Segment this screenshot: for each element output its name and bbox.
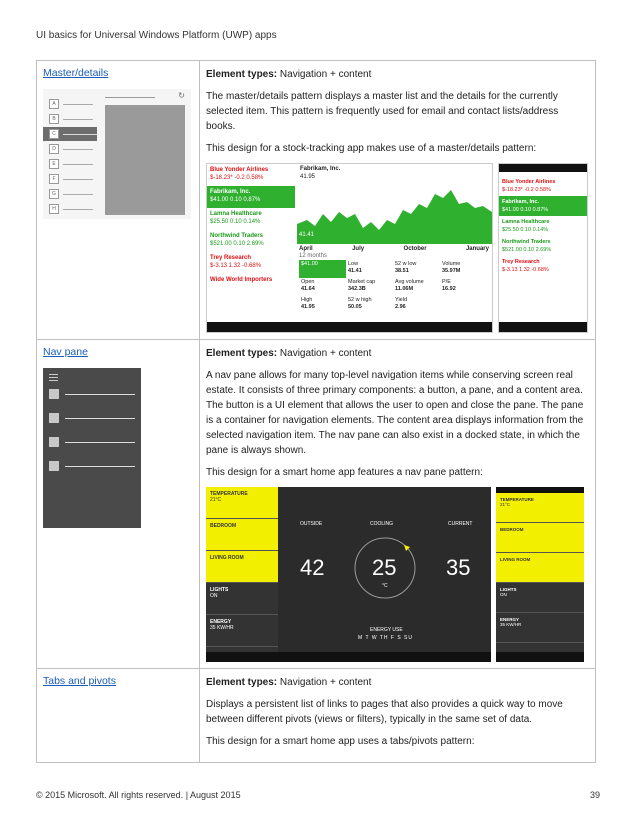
stock-list-item[interactable] bbox=[207, 186, 295, 208]
taskbar bbox=[206, 652, 491, 662]
home-nav-value: 35 KW/HR bbox=[210, 625, 234, 631]
home-nav-label: BEDROOM bbox=[210, 523, 237, 529]
home-nav-value: ON bbox=[500, 592, 507, 597]
month-label: October bbox=[403, 246, 427, 252]
temp-unit: °C bbox=[382, 583, 388, 589]
sketch-letter: H bbox=[49, 204, 59, 214]
month-label: April bbox=[299, 246, 313, 252]
description-example: This design for a smart home app uses a tabs/pivots pattern: bbox=[206, 736, 475, 747]
sketch-letter: A bbox=[49, 99, 59, 109]
stock-name: Fabrikam, Inc. bbox=[502, 199, 539, 205]
stock-name: Trey Research bbox=[502, 259, 540, 265]
nav-pane-link[interactable]: Nav pane bbox=[43, 346, 88, 358]
home-nav-value: 21°C bbox=[210, 497, 222, 503]
type-value: Navigation + content bbox=[279, 348, 372, 359]
stock-quote: $-18.23* -0.2 0.58% bbox=[502, 187, 551, 193]
stock-desktop-view bbox=[206, 163, 493, 333]
nav-pane-sketch bbox=[43, 368, 141, 528]
sketch-list-item bbox=[43, 127, 97, 141]
stock-name: Lamna Healthcare bbox=[502, 219, 550, 225]
master-details-link[interactable]: Master/details bbox=[43, 67, 109, 79]
sketch-list-item bbox=[49, 172, 93, 186]
stat-cell: Yield 2.96 bbox=[395, 297, 408, 310]
stat-cell bbox=[440, 296, 487, 314]
hamburger-icon bbox=[49, 374, 58, 383]
sketch-list-item bbox=[49, 187, 93, 201]
sketch-list-item bbox=[49, 142, 93, 156]
outside-label: OUTSIDE bbox=[300, 521, 323, 527]
description-example: This design for a stock-tracking app makes use of a master/details pattern: bbox=[206, 143, 537, 154]
table-row bbox=[37, 340, 596, 669]
phone-nav-bar bbox=[496, 652, 584, 662]
stock-quote: $25.50 0.10 0.14% bbox=[502, 227, 549, 233]
page-footer: © 2015 Microsoft. All rights reserved. | August 2015 bbox=[36, 790, 241, 800]
current-label: CURRENT bbox=[448, 521, 473, 527]
stock-quote: $521.00 0.10 2.69% bbox=[210, 241, 264, 247]
description: The master/details pattern displays a master list and the details for the currently selected item. This pattern is frequently used for email and contact lists/address books. bbox=[206, 91, 559, 132]
home-nav-value: ON bbox=[210, 593, 218, 599]
sketch-letter: D bbox=[49, 144, 59, 154]
stock-list-item[interactable] bbox=[207, 208, 295, 230]
stock-name: Wide World Importers bbox=[210, 277, 273, 283]
stat-cell: Market cap 342.3B bbox=[348, 279, 376, 292]
stock-name: Fabrikam, Inc. bbox=[210, 189, 251, 195]
home-nav-item[interactable] bbox=[496, 613, 584, 643]
home-nav-item[interactable] bbox=[496, 553, 584, 583]
sketch-letter: C bbox=[49, 129, 59, 139]
stock-title: Fabrikam, Inc. bbox=[300, 166, 341, 172]
month-label: January bbox=[465, 246, 489, 252]
home-nav-value: 35 KW/HR bbox=[500, 622, 522, 627]
stock-name: Trey Research bbox=[210, 255, 252, 261]
home-nav-item[interactable] bbox=[206, 519, 278, 551]
home-nav-label: ENERGY bbox=[500, 617, 520, 622]
sketch-list-item bbox=[49, 112, 93, 126]
stat-cell: $41.00 bbox=[299, 260, 346, 278]
stock-quote: $-3.13 1.32 -0.68% bbox=[210, 263, 262, 269]
home-nav-label: LIGHTS bbox=[500, 587, 517, 592]
description: A nav pane allows for many top-level navigation items while conserving screen real estate. It consists of three primary components: a button, a pane, and a content area. The button is a UI element that allows the user to open and close the pane. The pane is a container for navigation elements. The content area displays information from the selected navigation item. The nav pane can also exist in a docked state, in which the pane is always shown. bbox=[206, 370, 584, 456]
patterns-table bbox=[36, 60, 596, 763]
target-temp: 25 bbox=[372, 555, 397, 580]
stock-quote: $-18.23* -0.2 0.58% bbox=[210, 175, 264, 181]
home-nav-label: ENERGY bbox=[210, 619, 232, 625]
stat-cell: Open 41.64 bbox=[301, 279, 315, 292]
description-example: This design for a smart home app features a nav pane pattern: bbox=[206, 467, 483, 478]
day-labels: M T W TH F S SU bbox=[358, 635, 414, 641]
stat-cell: Low 41.41 bbox=[348, 261, 362, 274]
month-label: July bbox=[352, 246, 365, 252]
home-nav-label: TEMPERATURE bbox=[210, 491, 248, 497]
stock-area-chart bbox=[297, 184, 492, 244]
stock-name: Lamna Healthcare bbox=[210, 211, 262, 217]
stock-name: Blue Yonder Airlines bbox=[210, 167, 269, 173]
sketch-letter: F bbox=[49, 174, 59, 184]
stat-cell: 52 w low 38.51 bbox=[395, 261, 417, 274]
stock-list-item[interactable] bbox=[207, 252, 295, 274]
stock-list-item[interactable] bbox=[207, 164, 295, 186]
home-nav-item[interactable] bbox=[496, 523, 584, 553]
type-label: Element types: bbox=[206, 348, 278, 359]
stock-name: Blue Yonder Airlines bbox=[502, 179, 556, 185]
stat-cell: P/E 16.92 bbox=[442, 279, 456, 292]
stock-list-item[interactable] bbox=[207, 274, 295, 296]
sketch-list-item bbox=[49, 97, 93, 111]
smart-home-phone-view bbox=[496, 487, 584, 662]
stock-quote: $41.00 0.10 0.87% bbox=[502, 207, 549, 213]
sketch-letter: B bbox=[49, 114, 59, 124]
sketch-letter: G bbox=[49, 189, 59, 199]
stat-cell: High 41.95 bbox=[301, 297, 315, 310]
description: Displays a persistent list of links to pages that also provides a quick way to move between different pivots (views or filters), typically in the same set of data. bbox=[206, 699, 563, 725]
master-details-sketch bbox=[43, 89, 191, 219]
stock-list-item[interactable] bbox=[499, 256, 587, 276]
outside-temp: 42 bbox=[300, 555, 325, 580]
stat-cell: 52 w high 50.05 bbox=[348, 297, 372, 310]
home-nav-label: TEMPERATURE bbox=[500, 497, 534, 502]
taskbar bbox=[207, 322, 492, 332]
pattern-desc-cell bbox=[200, 340, 596, 669]
table-row bbox=[37, 61, 596, 340]
stock-phone-view bbox=[498, 163, 588, 333]
table-row bbox=[37, 669, 596, 763]
stat-cell: Volume 35.97M bbox=[442, 261, 461, 274]
stock-price: 41.95 bbox=[300, 174, 316, 180]
home-nav-label: LIGHTS bbox=[210, 587, 229, 593]
home-nav-item[interactable] bbox=[206, 487, 278, 519]
pattern-name-cell bbox=[37, 340, 200, 669]
stock-name: Northwind Traders bbox=[210, 233, 264, 239]
pattern-name-cell bbox=[37, 61, 200, 340]
smart-home-screenshot bbox=[206, 487, 589, 662]
type-label: Element types: bbox=[206, 677, 278, 688]
stock-list-item[interactable] bbox=[499, 176, 587, 196]
pattern-desc-cell bbox=[200, 61, 596, 340]
stock-quote: $521.00 0.10 2.69% bbox=[502, 247, 552, 253]
type-label: Element types: bbox=[206, 69, 278, 80]
home-nav-label: LIVING ROOM bbox=[210, 555, 244, 561]
type-value: Navigation + content bbox=[279, 69, 372, 80]
tabs-pivots-link[interactable]: Tabs and pivots bbox=[43, 675, 116, 687]
smart-home-desktop-view bbox=[206, 487, 491, 662]
home-nav-item[interactable] bbox=[206, 583, 278, 615]
pattern-name-cell bbox=[37, 669, 200, 763]
home-nav-label: LIVING ROOM bbox=[500, 557, 531, 562]
stock-quote: $41.00 0.10 0.87% bbox=[210, 197, 261, 203]
chart-low-label: 41.41 bbox=[299, 232, 315, 238]
home-nav-label: BEDROOM bbox=[500, 527, 524, 532]
home-nav-item[interactable] bbox=[206, 551, 278, 583]
sketch-list-item bbox=[49, 202, 93, 216]
stock-list-item[interactable] bbox=[499, 196, 587, 216]
stock-list-item[interactable] bbox=[499, 236, 587, 256]
type-value: Navigation + content bbox=[279, 677, 372, 688]
detail-pane bbox=[105, 105, 185, 215]
stock-app-screenshot bbox=[206, 163, 589, 333]
stock-quote: $25.50 0.10 0.14% bbox=[210, 219, 261, 225]
current-temp: 35 bbox=[446, 555, 471, 580]
cooling-label: COOLING bbox=[370, 521, 394, 527]
refresh-icon: ↻ bbox=[178, 91, 185, 100]
energy-use-label: ENERGY USE bbox=[370, 627, 403, 633]
range-select[interactable]: 12 months bbox=[299, 253, 328, 259]
home-nav-value: 21°C bbox=[500, 502, 511, 507]
stock-list-item[interactable] bbox=[207, 230, 295, 252]
stat-cell: Avg volume 11.06M bbox=[395, 279, 424, 292]
home-nav-item[interactable] bbox=[496, 583, 584, 613]
page-header: UI basics for Universal Windows Platform (UWP) apps bbox=[36, 30, 277, 41]
stock-quote: $-3.13 1.32 -0.68% bbox=[502, 267, 549, 273]
page-number: 39 bbox=[589, 790, 600, 800]
home-nav-item[interactable] bbox=[496, 493, 584, 523]
sketch-letter: E bbox=[49, 159, 59, 169]
sketch-list-item bbox=[49, 157, 93, 171]
stock-name: Northwind Traders bbox=[502, 239, 551, 245]
stock-list-item[interactable] bbox=[499, 216, 587, 236]
phone-nav-bar bbox=[499, 322, 587, 332]
pattern-desc-cell bbox=[200, 669, 596, 763]
home-nav-item[interactable] bbox=[206, 615, 278, 647]
